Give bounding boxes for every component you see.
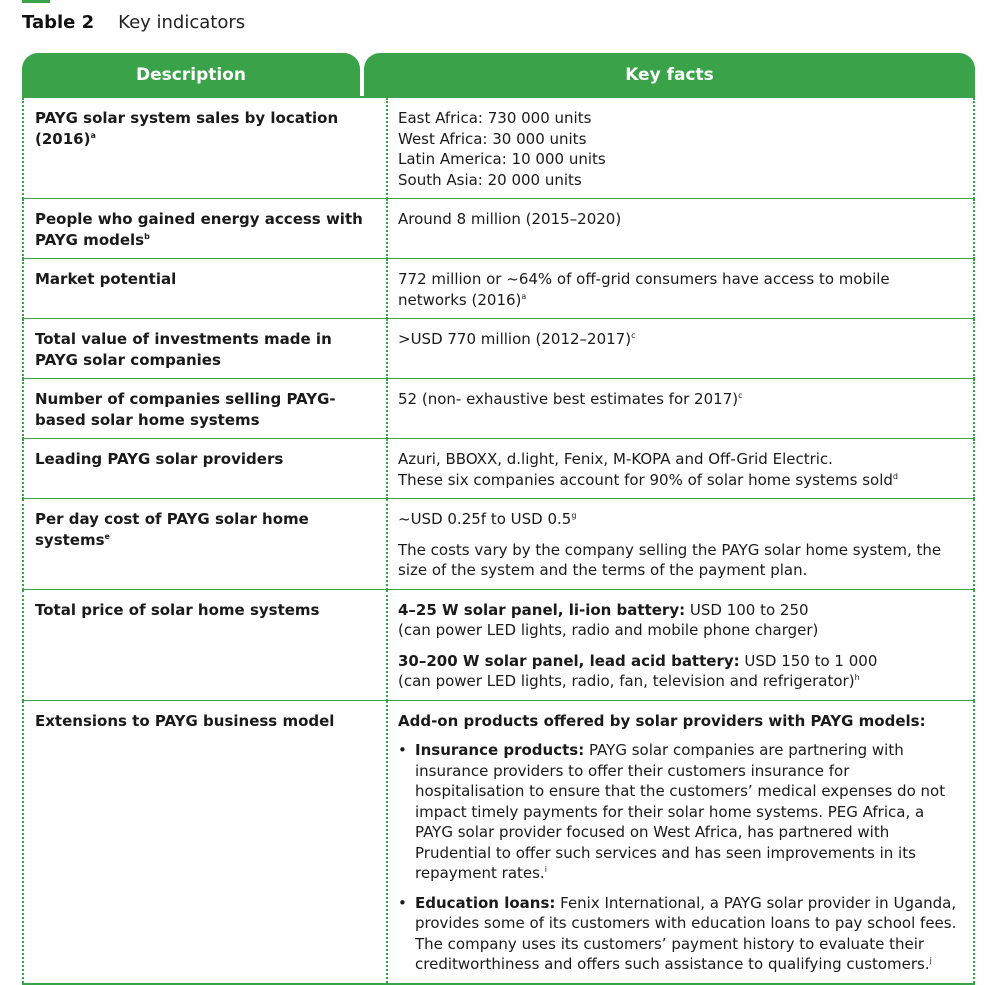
key-facts-column-header: Key facts xyxy=(364,53,975,96)
key-facts-cell xyxy=(387,439,974,499)
table-row xyxy=(23,439,974,499)
bullet-item xyxy=(398,893,963,975)
description-cell xyxy=(23,97,387,199)
description-cell xyxy=(23,499,387,590)
fact-text: >USD 770 million (2012–2017) xyxy=(398,330,632,348)
description-text: Market potential xyxy=(35,270,177,288)
description-cell xyxy=(23,439,387,499)
bullet-item xyxy=(398,740,963,884)
key-facts-cell xyxy=(387,700,974,984)
key-facts-cell xyxy=(387,97,974,199)
fact-line xyxy=(398,470,963,491)
fact-intro: Add-on products offered by solar providers with PAYG models: xyxy=(398,711,926,730)
bullet-text: PAYG solar companies are partnering with insurance providers to offer their customers insurance for hospitalisation to ensure that the customers’ medical expenses do not impact timely payments for their solar home systems. PEG Africa, a PAYG solar provider focused on West Africa, has partnered with Prudential to offer such services and has seen improvements in its repayment rates. xyxy=(415,741,946,882)
description-column-header: Description xyxy=(22,53,360,96)
fact-text: Around 8 million (2015–2020) xyxy=(398,210,622,228)
footnote-marker: d xyxy=(892,471,898,481)
fact-text: USD 150 to 1 000 xyxy=(739,651,878,670)
footnote-marker: g xyxy=(571,511,577,520)
footnote-marker: j xyxy=(929,956,932,965)
table-row xyxy=(23,700,974,984)
key-facts-cell xyxy=(387,319,974,379)
description-text: PAYG solar system sales by location (2016) xyxy=(35,109,339,148)
fact-line: (can power LED lights, radio and mobile phone charger) xyxy=(398,621,819,639)
fact-line: Azuri, BBOXX, d.light, Fenix, M-KOPA and Off-Grid Electric. xyxy=(398,450,833,468)
table-row xyxy=(23,589,974,700)
description-cell xyxy=(23,319,387,379)
description-text: Per day cost of PAYG solar home systems xyxy=(35,510,309,549)
key-facts-cell xyxy=(387,199,974,259)
description-text: Total price of solar home systems xyxy=(35,600,320,619)
table-row xyxy=(23,97,974,199)
footnote-marker: b xyxy=(144,231,150,241)
top-accent-bar xyxy=(22,0,50,3)
fact-bold-label: 30–200 W solar panel, lead acid battery: xyxy=(398,651,740,670)
footnote-marker: h xyxy=(854,673,860,682)
fact-line: Latin America: 10 000 units xyxy=(398,150,606,168)
description-text: People who gained energy access with PAYG models xyxy=(35,210,363,249)
fact-text: ~USD 0.25f to USD 0.5 xyxy=(398,510,572,528)
fact-bold-label: 4–25 W solar panel, li-ion battery: xyxy=(398,600,686,619)
footnote-marker: a xyxy=(90,130,96,140)
table-row xyxy=(23,319,974,379)
footnote-marker: a xyxy=(521,291,527,301)
description-cell xyxy=(23,199,387,259)
key-facts-cell xyxy=(387,379,974,439)
fact-text: These six companies account for 90% of solar home systems sold xyxy=(398,470,893,489)
fact-line xyxy=(398,671,963,692)
bullet-dot: • xyxy=(398,893,407,912)
footnote-marker: c xyxy=(631,331,636,340)
fact-paragraph xyxy=(398,600,963,641)
table-row xyxy=(23,259,974,319)
description-text: Extensions to PAYG business model xyxy=(35,711,335,730)
description-text: Number of companies selling PAYG-based solar home systems xyxy=(35,390,336,429)
fact-paragraph xyxy=(398,651,963,692)
description-text: Leading PAYG solar providers xyxy=(35,450,284,468)
bullet-bold-label: Insurance products: xyxy=(415,741,585,759)
bullet-text: Fenix International, a PAYG solar provider in Uganda, provides some of its customers with education loans to pay school fees. The company uses its customers’ payment history to evaluate their creditworthiness and offers such assistance to qualifying customers. xyxy=(415,893,957,973)
fact-paragraph: The costs vary by the company selling the PAYG solar home system, the size of the system and the terms of the payment plan. xyxy=(398,540,942,579)
fact-line: East Africa: 730 000 units xyxy=(398,109,592,127)
key-facts-cell xyxy=(387,259,974,319)
key-facts-cell xyxy=(387,589,974,700)
description-cell xyxy=(23,379,387,439)
description-cell xyxy=(23,589,387,700)
fact-text: USD 100 to 250 xyxy=(685,600,809,619)
footnote-marker: e xyxy=(104,531,110,541)
fact-text: 52 (non- exhaustive best estimates for 2017) xyxy=(398,390,739,408)
table-number: Table 2 xyxy=(22,12,95,33)
table-caption xyxy=(22,11,245,35)
bullet-bold-label: Education loans: xyxy=(415,893,556,912)
footnote-marker: i xyxy=(544,865,547,874)
fact-paragraph xyxy=(398,509,963,530)
fact-line: South Asia: 20 000 units xyxy=(398,170,582,189)
key-indicators-table xyxy=(22,96,975,985)
key-facts-cell xyxy=(387,499,974,590)
fact-text: 772 million or ~64% of off-grid consumers have access to mobile networks (2016) xyxy=(398,270,890,309)
bullet-dot: • xyxy=(398,741,407,759)
footnote-marker: c xyxy=(738,391,743,400)
table-header xyxy=(22,53,975,96)
table-title: Key indicators xyxy=(118,12,246,33)
table-row xyxy=(23,199,974,259)
fact-line: West Africa: 30 000 units xyxy=(398,129,587,148)
table-row xyxy=(23,499,974,590)
description-cell xyxy=(23,700,387,984)
table-row xyxy=(23,379,974,439)
fact-text: (can power LED lights, radio, fan, television and refrigerator) xyxy=(398,672,855,690)
description-text: Total value of investments made in PAYG solar companies xyxy=(35,330,332,369)
description-cell xyxy=(23,259,387,319)
